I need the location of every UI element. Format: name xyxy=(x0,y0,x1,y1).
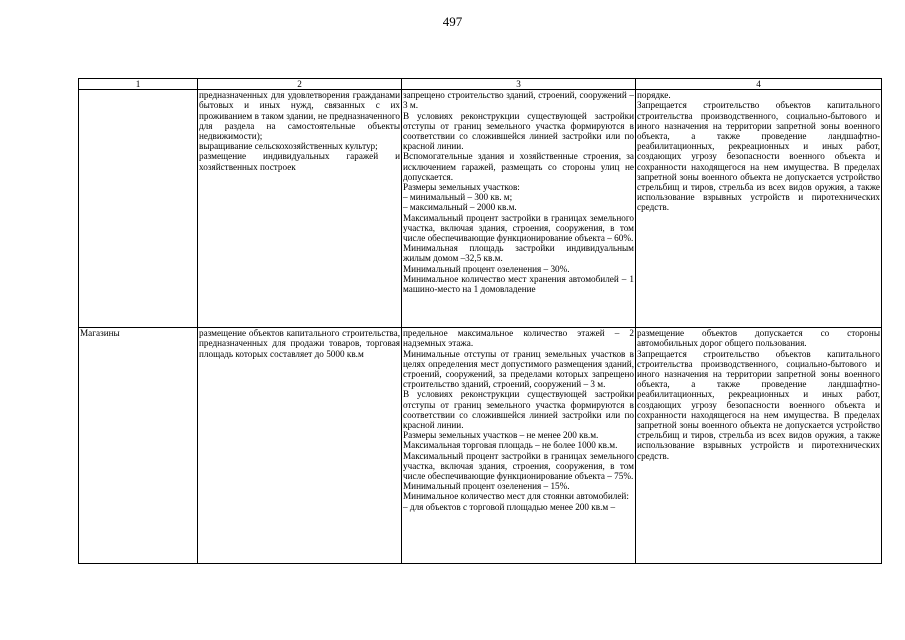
cell-paragraph: Магазины xyxy=(80,328,120,339)
regulations-table xyxy=(78,78,882,564)
cell-paragraph: – максимальный – 2000 кв.м. xyxy=(403,202,517,213)
column-header-1: 1 xyxy=(79,79,198,90)
cell-paragraph: порядке. xyxy=(637,90,671,101)
table-row xyxy=(79,90,882,328)
cell-paragraph: запрещено строительство зданий, строений, сооружений – 3 м. xyxy=(403,90,634,111)
cell-paragraph: Запрещается строительство объектов капитального строительства производственного, социально-бытового и иного назначения на территории запретной зоны военного объекта, а также проведение ландшафтно-реабилитационных, рекреационных и иных работ, создающих угрозу безопасности военного объекта и сохранности находящегося на нем имущества. В пределах запретной зоны военного объекта не допускается устройство стрельбищ и тиров, стрельба из всех видов оружия, а также использование взрывных устройств и пиротехнических средств. xyxy=(637,348,880,461)
cell-paragraph: Запрещается строительство объектов капитального строительства производственного, социально-бытового и иного назначения на территории запретной зоны военного объекта, а также проведение ландшафтно-реабилитационных, рекреационных и иных работ, создающих угрозу безопасности военного объекта и сохранности находящегося на нем имущества. В пределах запретной зоны военного объекта не допускается устройство стрельбищ и тиров, стрельба из всех видов оружия, а также использование взрывных устройств и пиротехнических средств. xyxy=(637,100,880,213)
cell-paragraph: Минимальное количество мест хранения автомобилей – 1 машино-место на 1 домовладение xyxy=(403,273,634,295)
cell-paragraph: Размеры земельных участков – не менее 200 кв.м. xyxy=(403,430,599,441)
page-number: 497 xyxy=(442,14,463,29)
column-header-2: 2 xyxy=(198,79,402,90)
cell-paragraph: Размеры земельных участков: xyxy=(403,182,520,193)
cell-paragraph: предназначенных для удовлетворения гражданами бытовых и иных нужд, связанных с их проживанием в таком здании, не предназначенного для раздела на самостоятельные объекты недвижимости); xyxy=(199,90,400,142)
cell-restrictions xyxy=(636,90,882,328)
cell-paragraph: размещение объектов капитального строительства, предназначенных для продажи товаров, торговая площадь которых составляет до 5000 кв.м xyxy=(199,328,400,359)
cell-use-description xyxy=(198,328,402,564)
cell-parameters xyxy=(402,90,636,328)
cell-paragraph: Максимальный процент застройки в границах земельного участка, включая здания, строения, сооружения, в том числе обеспечивающие функционирование объекта – 75%. xyxy=(403,450,634,482)
cell-paragraph: выращивание сельскохозяйственных культур; xyxy=(199,141,378,152)
cell-paragraph: Максимальный процент застройки в границах земельного участка, включая здания, строения, сооружения, в том числе обеспечивающие функционирование объекта – 60%. xyxy=(403,212,634,244)
cell-restrictions xyxy=(636,328,882,564)
cell-paragraph: Минимальный процент озеленения – 15%. xyxy=(403,481,570,492)
cell-paragraph: В условиях реконструкции существующей застройки отступы от границ земельного участка формируются в соответствии со сложившейся линией застройки или по красной линии. xyxy=(403,389,634,431)
cell-paragraph: Вспомогательные здания и хозяйственные строения, за исключением гаражей, размещать со стороны улиц не допускается. xyxy=(403,151,634,182)
column-header-3: 3 xyxy=(402,79,636,90)
table-row xyxy=(79,328,882,564)
cell-paragraph: Минимальные отступы от границ земельных участков в целях определения мест допустимого размещения зданий, строений, сооружений, за пределами которых запрещено строительство зданий, строений, сооружений – 3 м. xyxy=(403,348,634,390)
cell-paragraph: В условиях реконструкции существующей застройки отступы от границ земельного участка формируются в соответствии со сложившейся линией застройки или по красной линии. xyxy=(403,110,634,152)
cell-paragraph: Минимальный процент озеленения – 30%. xyxy=(403,263,570,274)
cell-use-type xyxy=(79,90,198,328)
cell-paragraph: Минимальное количество мест для стоянки автомобилей: xyxy=(403,491,629,502)
cell-paragraph: предельное максимальное количество этажей – 2 надземных этажа. xyxy=(403,328,634,349)
cell-parameters xyxy=(402,328,636,564)
cell-paragraph: – минимальный – 300 кв. м; xyxy=(403,192,513,203)
cell-paragraph: Минимальная площадь застройки индивидуальным жилым домом –32,5 кв.м. xyxy=(403,243,634,264)
cell-use-description xyxy=(198,90,402,328)
cell-paragraph: – для объектов с торговой площадью менее 200 кв.м – xyxy=(403,501,616,512)
cell-paragraph: размещение индивидуальных гаражей и хозяйственных построек xyxy=(199,151,400,172)
cell-paragraph: Максимальная торговая площадь – не более 1000 кв.м. xyxy=(403,440,618,451)
column-header-4: 4 xyxy=(636,79,882,90)
table-header-row xyxy=(79,79,882,90)
cell-paragraph: размещение объектов допускается со стороны автомобильных дорог общего пользования. xyxy=(637,328,880,349)
cell-use-type xyxy=(79,328,198,564)
